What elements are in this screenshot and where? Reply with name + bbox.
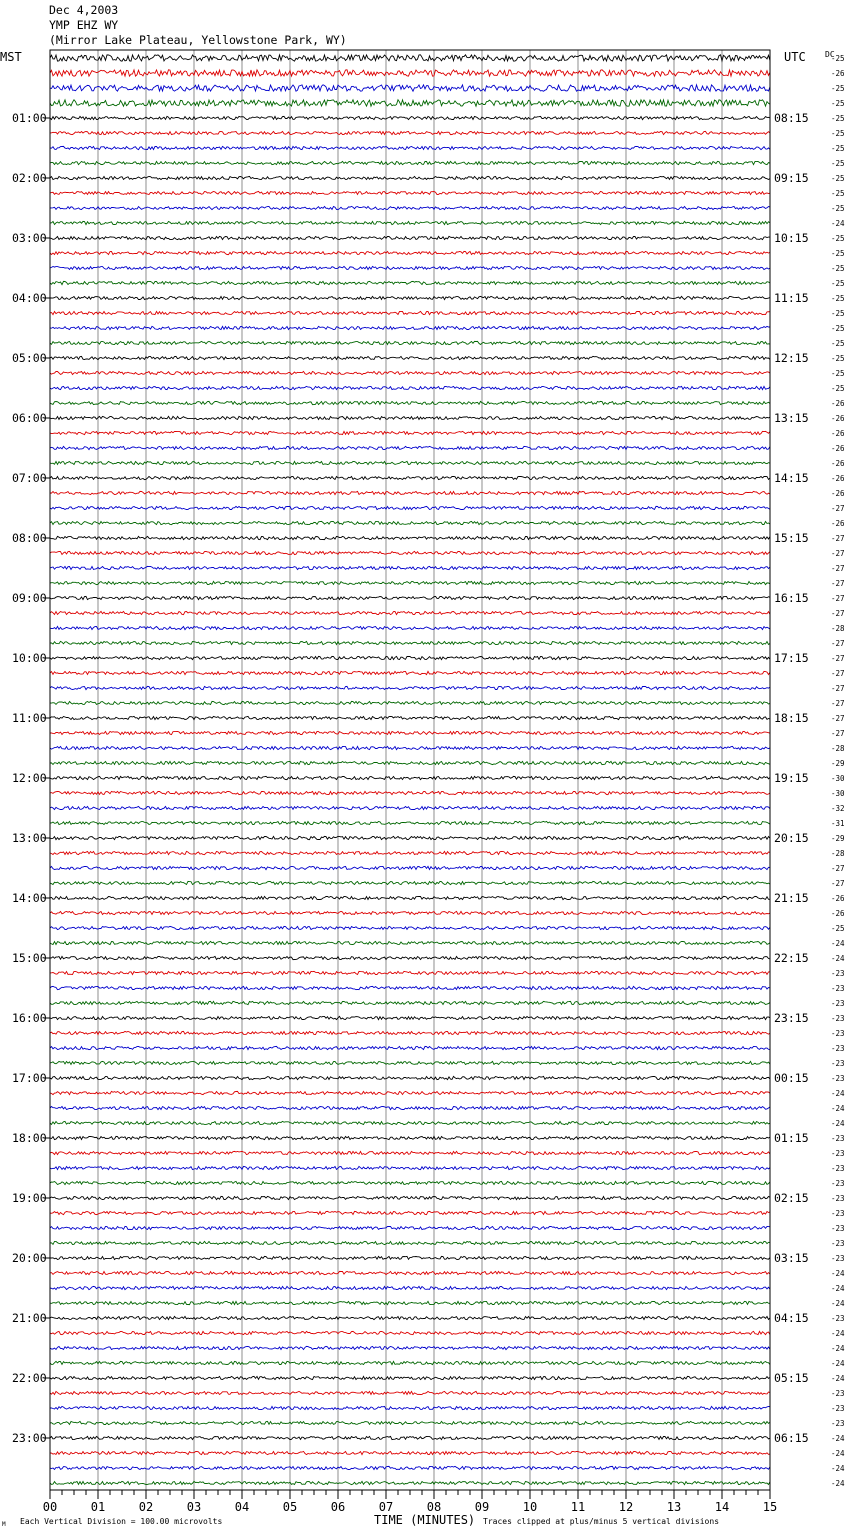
dc-offset-value: -23 [831,1209,845,1218]
x-tick-label: 14 [714,1500,730,1514]
dc-offset-value: -27 [831,549,845,558]
mst-hour-label: 17:00 [12,1071,47,1085]
dc-offset-value: -23 [831,1179,845,1188]
x-tick-label: 15 [762,1500,778,1514]
utc-hour-label: 17:15 [774,651,809,665]
trace-line [50,161,770,164]
utc-hour-label: 11:15 [774,291,809,305]
trace-line [50,941,770,944]
dc-offset-value: -25 [831,159,845,168]
mst-hour-label: 11:00 [12,711,47,725]
trace-line [50,1031,770,1034]
trace-line [50,116,770,119]
trace-line [50,1121,770,1124]
x-tick-label: 06 [330,1500,346,1514]
x-tick-label: 13 [666,1500,682,1514]
mst-hour-label: 22:00 [12,1371,47,1385]
dc-offset-value: -25 [831,99,845,108]
mst-hour-label: 08:00 [12,531,47,545]
trace-line [50,956,770,959]
corner-mark: M [2,1521,6,1528]
trace-line [50,1166,770,1169]
x-tick-label: 05 [282,1500,298,1514]
trace-line [50,1196,770,1199]
trace-line [50,296,770,299]
mst-hour-label: 12:00 [12,771,47,785]
x-tick-label: 10 [522,1500,538,1514]
dc-offset-value: -27 [831,729,845,738]
dc-offset-value: -23 [831,1149,845,1158]
mst-hour-label: 05:00 [12,351,47,365]
dc-offset-value: -30 [831,789,845,798]
dc-offset-value: -25 [831,324,845,333]
dc-offset-value: -23 [831,1314,845,1323]
utc-hour-label: 10:15 [774,231,809,245]
dc-offset-value: -24 [831,1119,845,1128]
utc-hour-label: 00:15 [774,1071,809,1085]
trace-line [50,1241,770,1244]
x-tick-label: 11 [570,1500,586,1514]
trace-line [50,656,770,659]
dc-offset-value: -24 [831,1479,845,1488]
dc-offset-value: -27 [831,699,845,708]
dc-offset-value: -26 [831,909,845,918]
trace-line [50,671,770,674]
trace-line [50,356,770,359]
mst-label: MST [0,50,22,64]
trace-line [50,251,770,254]
dc-offset-value: -24 [831,1284,845,1293]
mst-hour-label: 09:00 [12,591,47,605]
dc-offset-value: -29 [831,834,845,843]
trace-line [50,311,770,314]
utc-hour-label: 15:15 [774,531,809,545]
trace-line [50,1391,770,1394]
dc-offset-value: -32 [831,804,845,813]
trace-line [50,446,770,449]
dc-offset-value: -25 [831,204,845,213]
trace-line [50,731,770,734]
trace-line [50,70,770,76]
dc-offset-value: -26 [831,69,845,78]
trace-line [50,1151,770,1154]
dc-offset-value: -25 [831,309,845,318]
mst-hour-label: 21:00 [12,1311,47,1325]
dc-offset-value: -24 [831,1464,845,1473]
trace-line [50,191,770,194]
dc-offset-value: -26 [831,489,845,498]
dc-offset-value: -25 [831,114,845,123]
dc-offset-value: -27 [831,564,845,573]
dc-offset-value: -24 [831,1374,845,1383]
dc-offset-value: -23 [831,999,845,1008]
mst-hour-label: 10:00 [12,651,47,665]
utc-hour-label: 18:15 [774,711,809,725]
utc-hour-label: 12:15 [774,351,809,365]
dc-offset-value: -23 [831,1014,845,1023]
dc-offset-value: -25 [831,369,845,378]
trace-line [50,1256,770,1259]
dc-offset-value: -27 [831,639,845,648]
dc-offset-value: -27 [831,879,845,888]
dc-offset-value: -24 [831,1329,845,1338]
dc-offset-value: -24 [831,219,845,228]
dc-offset-value: -27 [831,684,845,693]
trace-line [50,236,770,239]
trace-line [50,746,770,749]
trace-line [50,866,770,869]
trace-line [50,626,770,629]
x-tick-label: 01 [90,1500,106,1514]
station-code: YMP EHZ WY [49,18,119,32]
trace-line [50,371,770,374]
x-tick-label: 04 [234,1500,250,1514]
trace-line [50,851,770,854]
utc-hour-label: 05:15 [774,1371,809,1385]
trace-line [50,551,770,554]
dc-offset-value: -23 [831,1239,845,1248]
dc-offset-value: -23 [831,1134,845,1143]
x-tick-label: 12 [618,1500,634,1514]
dc-offset-value: -24 [831,1269,845,1278]
x-tick-label: 07 [378,1500,394,1514]
trace-line [50,326,770,329]
utc-hour-label: 04:15 [774,1311,809,1325]
utc-hour-label: 02:15 [774,1191,809,1205]
trace-line [50,461,770,464]
trace-line [50,1421,770,1424]
dc-offset-value: -25 [831,924,845,933]
utc-hour-label: 19:15 [774,771,809,785]
mst-hour-label: 14:00 [12,891,47,905]
trace-line [50,431,770,434]
utc-hour-label: 20:15 [774,831,809,845]
dc-offset-value: -25 [831,249,845,258]
dc-offset-value: -26 [831,429,845,438]
trace-line [50,1361,770,1364]
utc-hour-label: 06:15 [774,1431,809,1445]
trace-line [50,566,770,569]
trace-line [50,836,770,839]
trace-line [50,1091,770,1094]
trace-line [50,1451,770,1454]
dc-offset-value: -25 [831,189,845,198]
dc-offset-value: -25 [831,264,845,273]
trace-line [50,1106,770,1109]
dc-offset-value: -27 [831,669,845,678]
trace-line [50,1181,770,1184]
dc-offset-value: -24 [831,1434,845,1443]
dc-offset-value: -25 [831,384,845,393]
dc-offset-value: -25 [831,354,845,363]
trace-line [50,176,770,179]
x-tick-label: 08 [426,1500,442,1514]
trace-line [50,701,770,704]
dc-offset-value: -26 [831,894,845,903]
dc-offset-value: -25 [831,144,845,153]
trace-line [50,1436,770,1439]
mst-hour-label: 19:00 [12,1191,47,1205]
trace-line [50,686,770,689]
dc-offset-value: -24 [831,1359,845,1368]
trace-line [50,1046,770,1049]
trace-line [50,581,770,584]
clip-note: Traces clipped at plus/minus 5 vertical divisions [483,1517,720,1526]
dc-offset-value: -27 [831,534,845,543]
dc-label: DC [825,50,835,59]
dc-offset-value: -23 [831,1389,845,1398]
trace-line [50,596,770,599]
dc-offset-value: -23 [831,969,845,978]
trace-line [50,761,770,764]
dc-offset-value: -27 [831,714,845,723]
trace-line [50,791,770,794]
trace-line [50,85,770,91]
trace-line [50,1271,770,1274]
dc-offset-value: -25 [831,234,845,243]
mst-hour-label: 01:00 [12,111,47,125]
utc-hour-label: 22:15 [774,951,809,965]
dc-offset-value: -26 [831,414,845,423]
trace-line [50,386,770,389]
trace-line [50,1226,770,1229]
trace-line [50,716,770,719]
trace-line [50,776,770,779]
dc-offset-value: -25 [831,174,845,183]
dc-offset-value: -23 [831,1059,845,1068]
dc-offset-value: -25 [831,279,845,288]
mst-hour-label: 06:00 [12,411,47,425]
x-tick-label: 03 [186,1500,202,1514]
x-tick-label: 09 [474,1500,490,1514]
trace-line [50,100,770,106]
mst-hour-label: 04:00 [12,291,47,305]
dc-offset-value: -29 [831,759,845,768]
dc-offset-column [831,54,845,1488]
dc-offset-value: -26 [831,459,845,468]
dc-offset-value: -23 [831,1164,845,1173]
dc-offset-value: -27 [831,594,845,603]
trace-line [50,911,770,914]
trace-line [50,611,770,614]
utc-label: UTC [784,50,806,64]
dc-offset-value: -27 [831,864,845,873]
dc-offset-value: -28 [831,744,845,753]
trace-line [50,1376,770,1379]
utc-hour-label: 21:15 [774,891,809,905]
station-location: (Mirror Lake Plateau, Yellowstone Park, WY) [49,33,347,47]
trace-line [50,926,770,929]
trace-line [50,281,770,284]
trace-line [50,971,770,974]
dc-offset-value: -23 [831,1044,845,1053]
trace-line [50,1466,770,1469]
trace-line [50,266,770,269]
trace-line [50,221,770,224]
trace-line [50,1076,770,1079]
dc-offset-value: -24 [831,939,845,948]
trace-line [50,641,770,644]
dc-offset-value: -28 [831,849,845,858]
dc-offset-value: -25 [831,339,845,348]
dc-offset-value: -27 [831,504,845,513]
trace-line [50,416,770,419]
trace-line [50,491,770,494]
trace-line [50,1346,770,1349]
trace-line [50,506,770,509]
trace-line [50,1016,770,1019]
dc-offset-value: -31 [831,819,845,828]
x-axis [43,1490,777,1514]
utc-hour-label: 23:15 [774,1011,809,1025]
dc-offset-value: -26 [831,444,845,453]
dc-offset-value: -25 [831,294,845,303]
x-tick-label: 00 [42,1500,58,1514]
dc-offset-value: -23 [831,1194,845,1203]
mst-hour-label: 07:00 [12,471,47,485]
trace-line [50,1301,770,1304]
mst-hour-label: 03:00 [12,231,47,245]
mst-hour-label: 16:00 [12,1011,47,1025]
trace-line [50,521,770,524]
dc-offset-value: -30 [831,774,845,783]
mst-hour-label: 13:00 [12,831,47,845]
dc-offset-value: -27 [831,579,845,588]
x-tick-label: 02 [138,1500,154,1514]
trace-line [50,821,770,824]
trace-line [50,206,770,209]
dc-offset-value: -25 [831,84,845,93]
utc-hour-label: 03:15 [774,1251,809,1265]
dc-offset-value: -24 [831,1449,845,1458]
trace-line [50,1481,770,1484]
dc-offset-value: -24 [831,1104,845,1113]
trace-line [50,476,770,479]
trace-line [50,881,770,884]
dc-offset-value: -24 [831,954,845,963]
dc-offset-value: -24 [831,1344,845,1353]
trace-line [50,1001,770,1004]
dc-offset-value: -28 [831,624,845,633]
utc-hour-label: 16:15 [774,591,809,605]
trace-line [50,1136,770,1139]
chart-date: Dec 4,2003 [49,3,119,17]
dc-offset-value: -23 [831,1254,845,1263]
dc-offset-value: -23 [831,1404,845,1413]
dc-offset-value: -27 [831,654,845,663]
mst-hour-label: 23:00 [12,1431,47,1445]
dc-offset-value: -27 [831,609,845,618]
trace-line [50,401,770,404]
dc-offset-value: -25 [831,54,845,63]
time-grid [98,50,722,1490]
scale-note: Each Vertical Division = 100.00 microvolts [20,1517,223,1526]
trace-line [50,1061,770,1064]
utc-hour-label: 08:15 [774,111,809,125]
trace-line [50,55,770,61]
trace-line [50,1406,770,1409]
dc-offset-value: -23 [831,1074,845,1083]
dc-offset-value: -26 [831,519,845,528]
seismic-traces [50,55,770,1485]
dc-offset-value: -24 [831,1299,845,1308]
trace-line [50,131,770,134]
utc-hour-label: 14:15 [774,471,809,485]
dc-offset-value: -23 [831,1419,845,1428]
trace-line [50,536,770,539]
trace-line [50,1286,770,1289]
trace-line [50,986,770,989]
dc-offset-value: -26 [831,399,845,408]
trace-line [50,1316,770,1319]
mst-hour-label: 20:00 [12,1251,47,1265]
dc-offset-value: -26 [831,474,845,483]
mst-hour-label: 15:00 [12,951,47,965]
x-axis-title: TIME (MINUTES) [374,1513,476,1527]
dc-offset-value: -24 [831,1089,845,1098]
trace-line [50,806,770,809]
mst-hour-label: 18:00 [12,1131,47,1145]
mst-hour-label: 02:00 [12,171,47,185]
utc-hour-label: 13:15 [774,411,809,425]
trace-line [50,341,770,344]
dc-offset-value: -23 [831,1029,845,1038]
dc-offset-value: -23 [831,1224,845,1233]
trace-line [50,146,770,149]
trace-line [50,896,770,899]
dc-offset-value: -23 [831,984,845,993]
utc-hour-label: 01:15 [774,1131,809,1145]
trace-line [50,1211,770,1214]
trace-line [50,1331,770,1334]
dc-offset-value: -25 [831,129,845,138]
utc-hour-label: 09:15 [774,171,809,185]
